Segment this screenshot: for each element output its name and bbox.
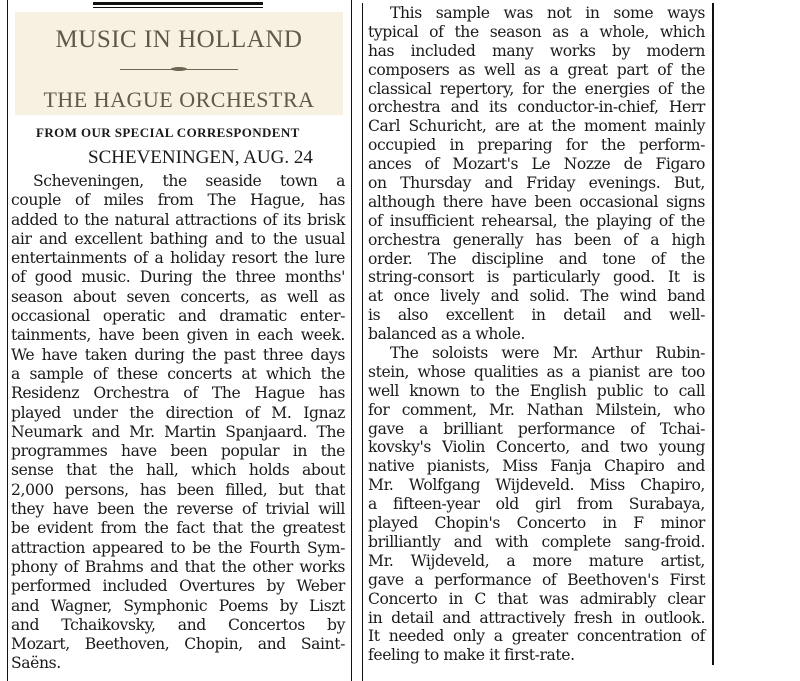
text-line: Neumark and Mr. Martin Spanjaard. The — [11, 422, 345, 441]
subheadline: THE HAGUE ORCHESTRA — [43, 87, 315, 112]
text-line: a fifteen-year old girl from Surabaya, — [368, 495, 705, 514]
text-line: and Wagner, Symphonic Poems by Liszt — [11, 596, 345, 615]
text-line: The soloists were Mr. Arthur Rubin- — [390, 344, 705, 363]
text-line: in detail and attractively fresh in outlook. — [368, 608, 705, 627]
text-line: well known to the English public to call — [368, 381, 705, 400]
text-line: added to the natural attractions of its brisk — [11, 210, 345, 229]
text-line: of good music. During the three months' — [11, 268, 345, 287]
text-line: a sample of these concerts at which the — [11, 364, 345, 383]
byline: FROM OUR SPECIAL CORRESPONDENT — [36, 125, 300, 140]
text-line: they have been the reverse of trivial will — [11, 500, 345, 519]
text-line: native pianists, Miss Fanja Chapiro and — [368, 457, 705, 476]
text-line: Mr. Wijdeveld, a more mature artist, — [368, 551, 705, 570]
text-line: brilliantly and with complete sang-froid. — [368, 532, 705, 551]
text-line: orchestra and its conductor-in-chief, Herr — [368, 98, 705, 117]
text-line: occupied in preparing for the perform- — [368, 136, 705, 155]
text-line: played under the direction of M. Ignaz — [11, 403, 345, 422]
text-line: Scheveningen, the seaside town a — [33, 172, 345, 190]
text-line: season about seven concerts, as well as — [11, 287, 345, 306]
text-line: air and excellent bathing and to the usual — [11, 229, 345, 248]
text-line: sense that the hall, which holds about — [11, 461, 345, 480]
text-line: programmes have been popular in the — [11, 442, 345, 461]
text-line: order. The discipline and tone of the — [368, 249, 705, 268]
column-divider-left — [351, 0, 352, 681]
dateline: SCHEVENINGEN, AUG. 24 — [88, 147, 313, 168]
text-line: Carl Schuricht, are at the moment mainly — [368, 117, 705, 136]
headline: MUSIC IN HOLLAND — [55, 26, 303, 53]
text-line: string-consort is particularly good. It is — [368, 268, 705, 287]
text-line: Mr. Wolfgang Wijdeveld. Miss Chapiro, — [368, 476, 705, 495]
text-line: feeling to make it first-rate. — [368, 646, 575, 665]
text-line: and Tchaikovsky, and Concertos by — [11, 615, 345, 634]
ornament-diamond — [171, 67, 187, 71]
text-line: It needed only a greater concentration of — [368, 627, 705, 646]
text-line: played Chopin's Concerto in F minor — [368, 514, 705, 533]
left-border — [7, 0, 8, 681]
text-line: Saëns. — [11, 654, 61, 673]
text-line: is also excellent in detail and well- — [368, 306, 705, 325]
text-line: Residenz Orchestra of The Hague has — [11, 384, 345, 403]
text-line: on Thursday and Friday evenings. But, — [368, 174, 705, 193]
text-line: orchestra generally has been of a high — [368, 230, 705, 249]
top-rule-thin — [93, 7, 263, 8]
text-line: typical of the season as a whole, which — [368, 22, 705, 41]
text-line: has included many works by modern — [368, 41, 705, 60]
right-column — [368, 4, 705, 665]
text-line: gave a brilliant performance of Tchai- — [368, 419, 705, 438]
column-divider-right — [362, 3, 363, 681]
top-rule — [93, 2, 263, 5]
text-line: be evident from the fact that the greatest — [11, 519, 345, 538]
text-line: couple of miles from The Hague, has — [11, 191, 345, 210]
text-line: at once lively and solid. The wind band — [368, 287, 705, 306]
text-line: Concerto in C that was admirably clear — [368, 589, 705, 608]
text-line: occasional operatic and dramatic enter- — [11, 307, 345, 326]
text-line: although there have been occasional signs — [368, 192, 705, 211]
text-line: performed included Overtures by Weber — [11, 577, 345, 596]
text-line: for comment, Mr. Nathan Milstein, who — [368, 400, 705, 419]
text-line: Mozart, Beethoven, Chopin, and Saint- — [11, 635, 345, 654]
text-line: stein, whose qualities as a pianist are too — [368, 362, 705, 381]
text-line: gave a performance of Beethoven's First — [368, 570, 705, 589]
text-line: classical repertory, for the energies of the — [368, 79, 705, 98]
right-border — [712, 3, 714, 665]
text-line: tainments, have been given in each week. — [11, 326, 345, 345]
text-line: kovsky's Violin Concerto, and two young — [368, 438, 705, 457]
text-line: We have taken during the past three days — [11, 345, 345, 364]
headline-box — [15, 12, 343, 115]
left-column — [11, 172, 345, 673]
text-line: attraction appeared to be the Fourth Sym- — [11, 538, 345, 557]
text-line: composers as well as a great part of the — [368, 60, 705, 79]
text-line: phony of Brahms and that the other works — [11, 557, 345, 576]
text-line: of insufficient rehearsal, the playing of the — [368, 211, 705, 230]
text-line: ances of Mozart's Le Nozze de Figaro — [368, 155, 705, 174]
text-line: balanced as a whole. — [368, 325, 525, 344]
text-line: 2,000 persons, has been filled, but that — [11, 480, 345, 499]
text-line: entertainments of a holiday resort the lure — [11, 249, 345, 268]
text-line: This sample was not in some ways — [390, 4, 705, 22]
